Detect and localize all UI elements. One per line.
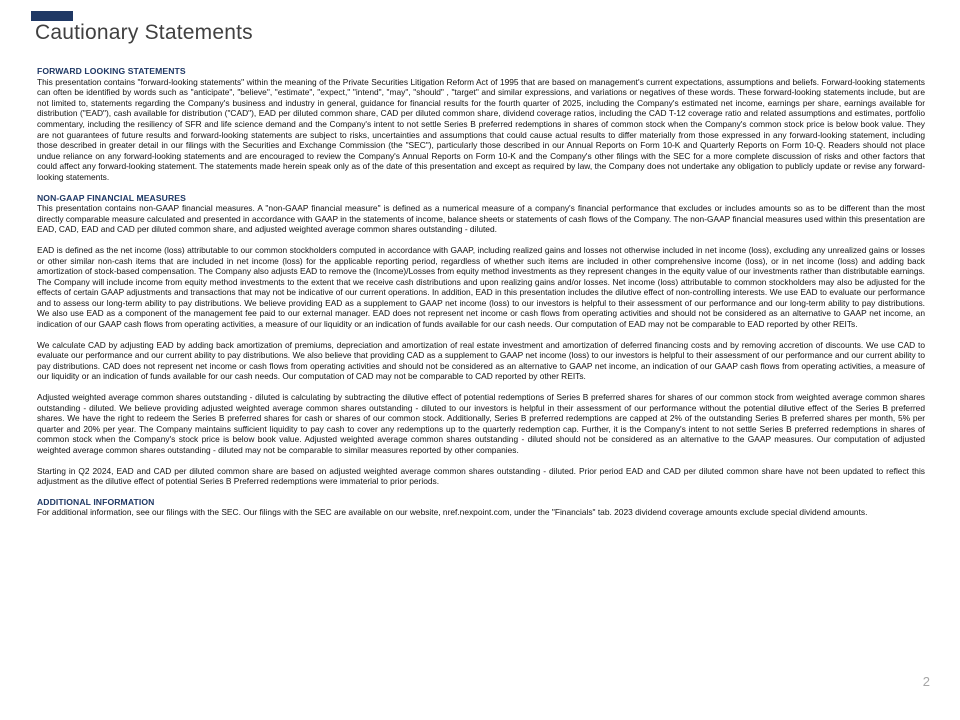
disclosure-body [37,66,925,518]
page-title: Cautionary Statements [35,21,253,44]
paragraph-additional-information: For additional information, see our filings with the SEC. Our filings with the SEC are available on our website, nref.nexpoint.com, under the "Financials" tab. 2023 dividend coverage amounts exclude special dividend amounts. [37,507,868,518]
page-number: 2 [922,674,930,689]
paragraph-adjusted-weighted-shares: Adjusted weighted average common shares outstanding - diluted is calculating by subtracting the dilutive effect of potential redemptions of Series B preferred shares for shares of our common stock from weighted average common shares outstanding - diluted. We believe providing adjusted weighted average common shares outstanding - diluted to our investors is helpful in their assessment of our performance without the potential dilutive effect of the Series B preferred shares. We have the right to redeem the Series B preferred shares for cash or shares of our common stock. Additionally, Series B preferred redemptions are capped at 2% of the outstanding Series B preferred shares per month, 5% per quarter and 20% per year. The Company maintains sufficient liquidity to pay cash to cover any redemptions up to the quarterly redemption cap. Further, it is the Company's intent to not settle Series B preferred redemptions in shares of common stock when the Company's stock price is below book value. Adjusted weighted average common shares outstanding - diluted should not be considered as an alternative to the GAAP measures. Our computation of adjusted weighted average common shares outstanding - diluted may not be comparable to similar measures reported by other companies. [37,392,925,455]
paragraph-non-gaap-intro: This presentation contains non-GAAP financial measures. A "non-GAAP financial measure" is defined as a numerical measure of a company's financial performance that excludes or includes amounts so as to be different than the most directly comparable measure calculated and presented in accordance with GAAP in the statements of income, balance sheets or statements of cash flows of the Company. The non-GAAP financial measures used within this presentation are EAD, CAD, EAD and CAD per diluted common share, and adjusted weighted average common shares outstanding - diluted. [37,203,925,235]
section-heading-additional-information: ADDITIONAL INFORMATION [37,496,155,507]
paragraph-q2-2024-basis: Starting in Q2 2024, EAD and CAD per diluted common share are based on adjusted weighted average common shares outstanding - diluted. Prior period EAD and CAD per diluted common share have not been updated to reflect this adjustment as the dilutive effect of potential Series B Preferred redemptions were immaterial to prior periods. [37,465,925,487]
brand-accent-bar [31,11,73,21]
section-heading-forward-looking-statements: FORWARD LOOKING STATEMENTS [37,66,186,76]
paragraph-forward-looking: This presentation contains "forward-looking statements" within the meaning of the Private Securities Litigation Reform Act of 1995 that are based on management's current expectations, assumptions and beliefs. Forward-looking statements can often be identified by words such as "anticipate", "believe", "estimate", "expect," "intend", "may", "should" , "target" and similar expressions, and variations or negatives of these words. These forward-looking statements include, but are not limited to, statements regarding the Company's business and industry in general, guidance for financial results for the fourth quarter of 2025, including the Company's estimated net income, earnings per share, earnings available for distribution ("EAD"), cash available for distribution ("CAD"), EAD per diluted common share, CAD per diluted common share, dividend coverage ratios, including the CAD T-12 coverage ratio and related assumptions and estimates, portfolio commentary, including the resiliency of SFR and life science demand and the Company's intent to not settle Series B preferred redemptions in shares of common stock when the Company's common stock price is below book value. They are not guarantees of future results and forward-looking statements are subject to risks, uncertainties and assumptions that could cause actual results to differ materially from those expressed in any forward-looking statement, including those described in greater detail in our filings with the Securities and Exchange Commission (the "SEC"), particularly those described in our Annual Reports on Form 10-K and Quarterly Reports on Form 10-Q. Readers should not place undue reliance on any forward-looking statements and are encouraged to review the Company's Annual Reports on Form 10-K and the Company's other filings with the SEC for a more complete discussion of risks and other factors that could affect any forward-looking statement. The statements made herein speak only as of the date of this presentation and except as required by law, the Company does not undertake any obligation to publicly update or revise any forward-looking statements. [37,76,925,182]
paragraph-cad-definition: We calculate CAD by adjusting EAD by adding back amortization of premiums, depreciation and amortization of real estate investment and amortization of deferred financing costs and by removing accretion of discounts. We use CAD to evaluate our performance and our current ability to pay distributions. We also believe that providing CAD as a supplement to GAAP net income (loss) to our investors is helpful to their assessment of our performance and our current ability to pay distributions. CAD does not represent net income or cash flows from operating activities and should not be considered as an alternative to GAAP net income, an indication of our GAAP cash flows from operating activities, a measure of our liquidity or an indication of funds available for our cash needs. Our computation of CAD may not be comparable to CAD reported by other REITs. [37,339,925,382]
section-heading-non-gaap-measures: NON-GAAP FINANCIAL MEASURES [37,192,186,203]
paragraph-ead-definition: EAD is defined as the net income (loss) attributable to our common stockholders computed in accordance with GAAP, including realized gains and losses not otherwise included in net income (loss), excluding any unrealized gains or losses or other similar non-cash items that are included in net income (loss) for the applicable reporting period, regardless of whether such items are included in other comprehensive income (loss), or in net income (loss) and adding back amortization of stock-based compensation. The Company also adjusts EAD to remove the (Income)/Losses from equity method investments as they represent changes in the equity value of our investments rather than distributable earnings. The Company will include income from equity method investments to the extent that we receive cash distributions and upon realizing gains and/or losses. Net income (loss) attributable to common stockholders may also be adjusted for the effects of certain GAAP adjustments and transactions that may not be indicative of our current operations. In addition, EAD in this presentation includes the dilutive effect of non-controlling interests. We use EAD to evaluate our performance and to assess our long-term ability to pay distributions. We believe providing EAD as a supplement to GAAP net income (loss) to our investors is helpful to their assessment of our performance and our long-term ability to pay distributions. We also use EAD as a component of the management fee paid to our external manager. EAD does not represent net income or cash flows from operating activities and should not be considered as an alternative to GAAP net income, an indication of our GAAP cash flows from operating activities, a measure of our liquidity or an indication of funds available for our cash needs. Our computation of EAD may not be comparable to EAD reported by other REITs. [37,244,925,330]
